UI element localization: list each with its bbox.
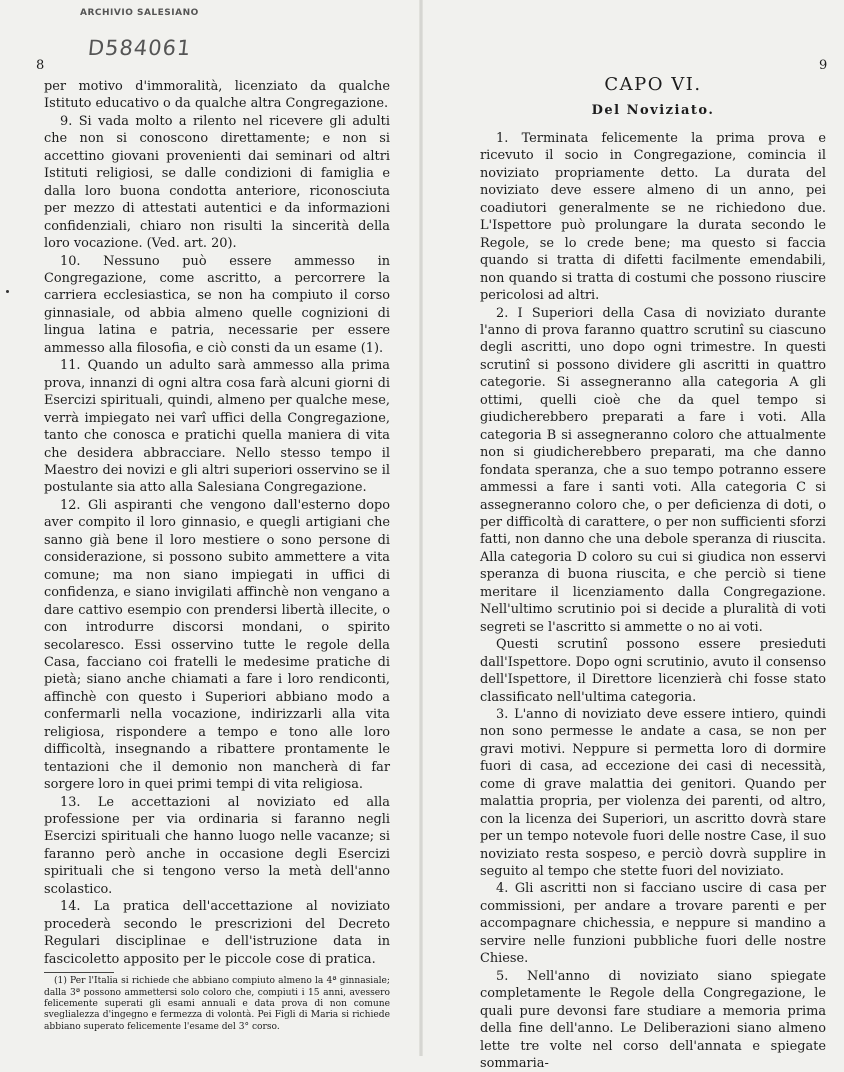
left-text-column xyxy=(44,78,390,1033)
chapter-title: CAPO VI. xyxy=(604,74,702,95)
left-paragraph-12: 12. Gli aspiranti che vengono dall'esterno dopo aver compito il loro ginnasio, e quegli artigiani che sanno già bene il loro mestiere o sono persone di considerazione, si possono subito ammettere a vita comune; ma non siano impiegati in uffici di confidenza, e siano invigilati affinchè non vengano a dare cattivo esempio con prendersi libertà illecite, o con introdurre discorsi mondani, o spirito secolaresco. Essi osservino tutte le regole della Casa, facciano coi fratelli le medesime pratiche di pietà; siano anche chiamati a fare i loro rendiconti, affinchè con questo i Superiori abbiano modo a confermarli nella vocazione, indirizzarli alla vita religiosa, rispondere a tempo e tono alle loro difficoltà, insegnando a ribattere prontamente le tentazioni che il demonio non mancherà di far sorgere loro in quei primi tempi di vita religiosa. xyxy=(44,497,390,793)
archive-stamp: ARCHIVIO SALESIANO xyxy=(80,8,199,18)
right-paragraph-3: 3. L'anno di noviziato deve essere intiero, quindi non sono permesse le andate a casa, se non per gravi motivi. Neppure si permetta loro di dormire fuori di casa, ad eccezione dei casi di necessità, come di grave malattia dei genitori. Quando per malattia propria, per violenza dei parenti, od altro, con la licenza dei Superiori, un ascritto dovrà stare per un tempo notevole fuori delle nostre Case, il suo noviziato resta sospeso, e perciò dovrà supplire in seguito al tempo che stette fuori del noviziato. xyxy=(480,706,826,880)
handwritten-code: D584061 xyxy=(86,36,193,60)
footnote-rule xyxy=(44,972,114,973)
left-paragraph-13: 13. Le accettazioni al noviziato ed alla professione per via ordinaria si faranno negli Esercizi spirituali che hanno luogo nelle vacanze; si faranno però anche in occasione degli Esercizi spirituali che si tengono verso la metà dell'anno scolastico. xyxy=(44,794,390,897)
footnote: (1) Per l'Italia si richiede che abbiano compiuto almeno la 4ª ginnasiale; dalla 3ª possono ammettersi solo coloro che, compiuti i 15 anni, avessero felicemente superati gli esami annuali e data prova di non comune sveglialezza d'ingegno e fermezza di volontà. Pei Figli di Maria si richiede abbiano superato felicemente l'esame del 3° corso. xyxy=(44,976,390,1032)
chapter-subtitle: Del Noviziato. xyxy=(591,103,715,118)
right-paragraph-1: 1. Terminata felicemente la prima prova e ricevuto il socio in Congregazione, comincia il noviziato propriamente detto. La durata del noviziato deve essere almeno di un anno, pei coadiutori generalmente se ne richiedono due. L'Ispettore può prolungare la durata secondo le Regole, se lo crede bene; ma questo si faccia quando si tratta di difetti facilmente emendabili, non quando si tratta di costumi che possono riuscire pericolosi ad altri. xyxy=(480,131,826,304)
left-paragraph-10: 10. Nessuno può essere ammesso in Congregazione, come ascritto, a percorrere la carriera ecclesiastica, se non ha compiuto il corso ginnasiale, od abbia almeno quelle cognizioni di lingua latina e patria, necessarie per essere ammesso alla filosofia, e ciò consti da un esame (1). xyxy=(44,253,390,356)
left-paragraph-14: 14. La pratica dell'accettazione al noviziato procederà secondo le prescrizioni del Decreto Regulari disciplinae e dell'istruzione data in fascicoletto apposito per le piccole cose di pratica. xyxy=(44,899,390,967)
left-paragraph-11: 11. Quando un adulto sarà ammesso alla prima prova, innanzi di ogni altra cosa farà alcuni giorni di Esercizi spirituali, quindi, almeno per qualche mese, verrà impiegato nei varî uffici della Congregazione, tanto che conosca e pratichi quella maniera di vita che desidera abbracciare. Nello stesso tempo il Maestro dei novizi e gli altri superiori osservino se il postulante sia atto alla Salesiana Congregazione. xyxy=(44,358,390,496)
right-page xyxy=(422,0,844,1072)
left-page xyxy=(0,0,422,1056)
right-paragraph-2: 2. I Superiori della Casa di noviziato durante l'anno di prova faranno quattro scrutinî su ciascuno degli ascritti, uno dopo ogni trimestre. In questi scrutinî si possono dividere gli ascritti in quattro categorie. Si assegneranno alla categoria A gli ottimi, quelli cioè che da quel tempo si giudicherebbero preparati a fare i voti. Alla categoria B si assegneranno coloro che attualmente non si giudicherebbero preparati, ma che danno fondata speranza, che a suo tempo potranno essere ammessi a fare i santi voti. Alla categoria C si assegneranno coloro che, o per deficienza di doti, o per difficoltà di carattere, o per non sufficienti sforzi fatti, non danno che una debole speranza di riuscita. Alla categoria D coloro su cui si giudica non esservi speranza di buona riuscita, e che perciò si tiene meritare il licenziamento dalla Congregazione. Nell'ultimo scrutinio poi si decide a pluralità di voti segreti se l'ascritto si ammette o no ai voti. xyxy=(480,305,826,635)
left-paragraph-9: 9. Si vada molto a rilento nel ricevere gli adulti che non si conoscono direttamente; e non si accettino giovani provenienti dai seminari od altri Istituti religiosi, se dalle condizioni di famiglia e dalla loro buona condotta anteriore, riconosciuta per mezzo di attestati autentici e da informazioni confidenziali, chiaro non risulti la sincerità della loro vocazione. (Ved. art. 20). xyxy=(44,113,390,252)
right-page-number: 9 xyxy=(819,58,828,73)
right-paragraph-5: 5. Nell'anno di noviziato siano spiegate completamente le Regole della Congregazione, le quali pure devonsi fare studiare a memoria prima della fine dell'anno. Le Deliberazioni siano almeno lette tre volte nel corso dell'annata e spiegate sommaria- xyxy=(480,968,826,1072)
right-text-column xyxy=(480,74,826,1072)
left-paragraph-0: per motivo d'immoralità, licenziato da qualche Istituto educativo o da qualche altra Congregazione. xyxy=(44,79,390,112)
left-page-number: 8 xyxy=(36,58,45,73)
ink-mark xyxy=(6,290,9,293)
right-paragraph-4: 4. Gli ascritti non si facciano uscire di casa per commissioni, per andare a trovare parenti e per accompagnare chichessia, e neppure si mandino a servire nelle funzioni pubbliche fuori delle nostre Chiese. xyxy=(480,881,826,967)
right-paragraph-2b: Questi scrutinî possono essere presieduti dall'Ispettore. Dopo ogni scrutinio, avuto il consenso dell'Ispettore, il Direttore licenzierà chi fosse stato classificato nell'ultima categoria. xyxy=(480,637,826,705)
